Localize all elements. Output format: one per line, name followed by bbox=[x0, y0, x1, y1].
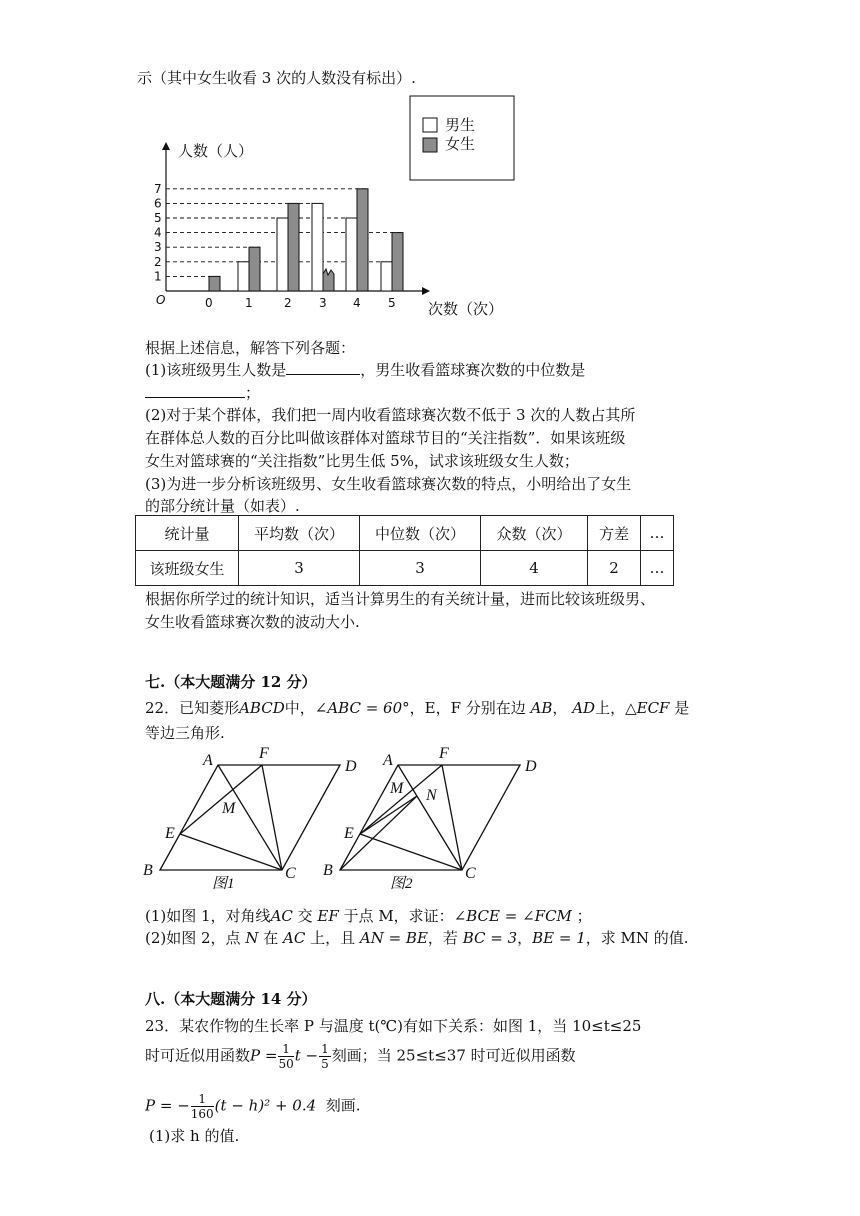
section-7-heading: 七.（本大题满分 12 分） bbox=[145, 673, 317, 691]
geometry-figures bbox=[138, 745, 558, 897]
bar-boys bbox=[381, 262, 392, 291]
y-tick-label: 7 bbox=[154, 181, 162, 196]
label-c: C bbox=[285, 865, 296, 882]
q22-angle: ∠ABC = 60° bbox=[314, 699, 410, 717]
q22-p2e: 上，且 bbox=[305, 929, 360, 947]
x-tick-label: 3 bbox=[319, 296, 327, 310]
label-a: A bbox=[383, 752, 393, 769]
x-tick-label: 1 bbox=[245, 296, 253, 310]
answer-blank-2[interactable] bbox=[145, 381, 245, 398]
q23-l2b: P = bbox=[250, 1046, 278, 1065]
seg-ec-2 bbox=[360, 834, 462, 870]
q22-p2g: ，若 bbox=[427, 929, 463, 947]
q21-part2-l2: 在群体总人数的百分比叫做该群体对篮球节目的“关注指数”．如果该班级 bbox=[145, 429, 626, 447]
q22-p2h: BC = 3 bbox=[462, 929, 518, 947]
label-b: B bbox=[323, 862, 333, 879]
q22-p1c: 交 bbox=[292, 907, 318, 925]
x-tick-label: 0 bbox=[205, 296, 213, 310]
label-m: M bbox=[222, 800, 236, 817]
label-f: F bbox=[439, 745, 449, 762]
stats-header-row bbox=[136, 516, 674, 551]
bar-girls bbox=[357, 189, 368, 291]
q21-part3-l2: 的部分统计量（如表）. bbox=[145, 497, 300, 515]
q22-p2a: (2)如图 2，点 bbox=[145, 929, 246, 947]
stats-header-cell: … bbox=[641, 516, 674, 551]
q23-line3 bbox=[145, 1092, 360, 1121]
q22-ef: ，E，F 分别在边 bbox=[409, 699, 526, 717]
bar-boys bbox=[277, 218, 288, 291]
bar-girls bbox=[249, 247, 260, 291]
q21-part1-cont bbox=[145, 381, 260, 405]
stats-cell: 3 bbox=[239, 551, 360, 586]
y-tick-label: 4 bbox=[154, 225, 162, 240]
bar-girls bbox=[288, 203, 299, 291]
stats-cell: 3 bbox=[360, 551, 481, 586]
fraction-1-160 bbox=[191, 1092, 214, 1121]
label-d: D bbox=[345, 758, 357, 775]
y-tick-label: 5 bbox=[154, 211, 162, 225]
stats-cell: 2 bbox=[588, 551, 641, 586]
q22-p2d: AC bbox=[283, 929, 306, 947]
y-axis-label: 人数（人） bbox=[178, 142, 254, 160]
stats-data-row bbox=[136, 551, 674, 586]
label-f: F bbox=[259, 745, 269, 762]
x-tick-label: 4 bbox=[353, 296, 361, 310]
x-tick-label: 2 bbox=[284, 296, 292, 310]
q22-comma: ， bbox=[552, 699, 568, 717]
figure-1-caption: 图1 bbox=[212, 876, 235, 892]
bar-girls bbox=[392, 233, 403, 291]
q22-part1 bbox=[145, 904, 592, 928]
stats-header-cell: 中位数（次） bbox=[360, 516, 481, 551]
q23-l2d: 刻画；当 25≤t≤37 时可近似用函数 bbox=[331, 1046, 576, 1065]
q22-mid: 中， bbox=[284, 699, 315, 717]
q21-after-l2: 女生收看篮球赛次数的波动大小. bbox=[145, 613, 360, 631]
bar-boys bbox=[238, 262, 249, 291]
q21-part2-l3: 女生对篮球赛的“关注指数”比男生低 5%，试求该班级女生人数； bbox=[145, 452, 579, 470]
q23-l3a: P = − bbox=[145, 1096, 190, 1115]
q21-part1-a: (1)该班级男生人数是 bbox=[145, 361, 287, 379]
q22-num: 22．已知菱形 bbox=[145, 699, 240, 717]
stats-row-label: 该班级女生 bbox=[136, 551, 239, 586]
q22-p1d: EF bbox=[317, 907, 339, 925]
stats-header-cell: 平均数（次） bbox=[239, 516, 360, 551]
q22-p2k: ，求 MN 的值. bbox=[585, 929, 689, 947]
q23-l3b: (t − h)² + 0.4 bbox=[214, 1096, 317, 1115]
label-e: E bbox=[344, 825, 354, 842]
seg-en-2 bbox=[360, 796, 417, 834]
q23-l2c: t − bbox=[294, 1046, 319, 1065]
q22-tri: △ECF bbox=[625, 699, 670, 717]
label-d: D bbox=[525, 758, 537, 775]
legend-label-girls: 女生 bbox=[445, 135, 476, 153]
q21-part3-l1: (3)为进一步分析该班级男、女生收看篮球赛次数的特点，小明给出了女生 bbox=[145, 475, 632, 493]
x-axis-arrow bbox=[422, 287, 430, 295]
origin-label: O bbox=[156, 293, 166, 307]
frac-num: 1 bbox=[321, 1042, 329, 1056]
q22-part2 bbox=[145, 926, 689, 950]
q22-line2: 等边三角形. bbox=[145, 724, 225, 742]
y-tick-label: 6 bbox=[154, 196, 162, 211]
q22-p2f: AN = BE bbox=[359, 929, 428, 947]
legend-swatch-girls bbox=[423, 138, 437, 152]
frac-den: 50 bbox=[278, 1057, 294, 1071]
y-tick-label: 2 bbox=[154, 254, 162, 269]
x-axis-label: 次数（次） bbox=[428, 300, 504, 318]
seg-ef-1 bbox=[180, 765, 262, 834]
figure-2-caption: 图2 bbox=[390, 876, 413, 892]
q22-p1b: AC bbox=[270, 907, 293, 925]
bar-boys bbox=[346, 218, 357, 291]
seg-ec-1 bbox=[180, 834, 282, 870]
q23-line2 bbox=[145, 1042, 576, 1071]
q23-part1: (1)求 h 的值. bbox=[149, 1127, 240, 1145]
label-c: C bbox=[465, 865, 476, 882]
legend-swatch-boys bbox=[423, 118, 437, 132]
stats-cell: … bbox=[641, 551, 674, 586]
label-m: M bbox=[390, 780, 404, 797]
y-tick-label: 1 bbox=[154, 269, 162, 284]
q22-p1f: ∠BCE = ∠FCM bbox=[453, 907, 572, 925]
x-tick-label: 5 bbox=[388, 296, 396, 310]
q21-after-l1: 根据你所学过的统计知识，适当计算男生的有关统计量，进而比较该班级男、 bbox=[145, 590, 656, 608]
q22-is: 是 bbox=[669, 699, 690, 717]
q22-p1g: ； bbox=[571, 907, 592, 925]
q22-p2b: N bbox=[245, 929, 259, 947]
q22-ab: AB bbox=[530, 699, 553, 717]
fraction-1-50 bbox=[278, 1042, 293, 1071]
q22-on: 上， bbox=[595, 699, 626, 717]
q22-p1a: (1)如图 1，对角线 bbox=[145, 907, 271, 925]
label-e: E bbox=[165, 825, 175, 842]
q23-l2a: 时可近似用函数 bbox=[145, 1046, 251, 1065]
legend-label-boys: 男生 bbox=[445, 116, 476, 134]
q21-part1 bbox=[145, 358, 585, 382]
q22-p1e: 于点 M，求证： bbox=[338, 907, 454, 925]
q22-p2j: BE = 1 bbox=[532, 929, 586, 947]
intro-line: 示（其中女生收看 3 次的人数没有标出）. bbox=[137, 69, 416, 87]
answer-blank-1[interactable] bbox=[286, 358, 360, 375]
frac-num: 1 bbox=[278, 1042, 293, 1057]
stats-header-cell: 众数（次） bbox=[481, 516, 588, 551]
label-b: B bbox=[143, 862, 153, 879]
q21-part2-l1: (2)对于某个群体，我们把一周内收看篮球赛次数不低于 3 次的人数占其所 bbox=[145, 406, 636, 424]
frac-num: 1 bbox=[191, 1092, 214, 1107]
figure-2 bbox=[340, 765, 520, 870]
q23-l3c: 刻画. bbox=[325, 1096, 361, 1115]
y-tick-label: 3 bbox=[154, 240, 162, 255]
stats-table bbox=[135, 515, 674, 586]
bar-girls bbox=[209, 276, 220, 291]
stats-header-cell: 方差 bbox=[588, 516, 641, 551]
stats-header-cell: 统计量 bbox=[136, 516, 239, 551]
label-a: A bbox=[203, 752, 213, 769]
bar-boys bbox=[312, 203, 323, 291]
bar-girls-unknown bbox=[323, 269, 334, 291]
frac-den: 160 bbox=[190, 1107, 214, 1121]
q22-abcd: ABCD bbox=[239, 699, 285, 717]
q23-line1: 23．某农作物的生长率 P 与温度 t(℃)有如下关系：如图 1，当 10≤t≤25 bbox=[145, 1017, 642, 1035]
fraction-1-5 bbox=[319, 1042, 331, 1071]
q22-p2c: 在 bbox=[258, 929, 283, 947]
frac-den: 5 bbox=[321, 1057, 329, 1071]
q22-line1 bbox=[145, 696, 689, 720]
label-n: N bbox=[426, 787, 437, 804]
section-8-heading: 八.（本大题满分 14 分） bbox=[145, 990, 317, 1008]
bar-chart bbox=[140, 92, 530, 322]
stats-cell: 4 bbox=[481, 551, 588, 586]
q22-ad: AD bbox=[572, 699, 596, 717]
q21-part1-c: ； bbox=[245, 384, 261, 402]
y-axis-arrow bbox=[162, 142, 170, 150]
q21-intro: 根据上述信息，解答下列各题： bbox=[145, 339, 356, 357]
q21-part1-b: ，男生收看篮球赛次数的中位数是 bbox=[360, 361, 586, 379]
q22-p2i: ， bbox=[517, 929, 533, 947]
figure-1 bbox=[160, 765, 340, 870]
